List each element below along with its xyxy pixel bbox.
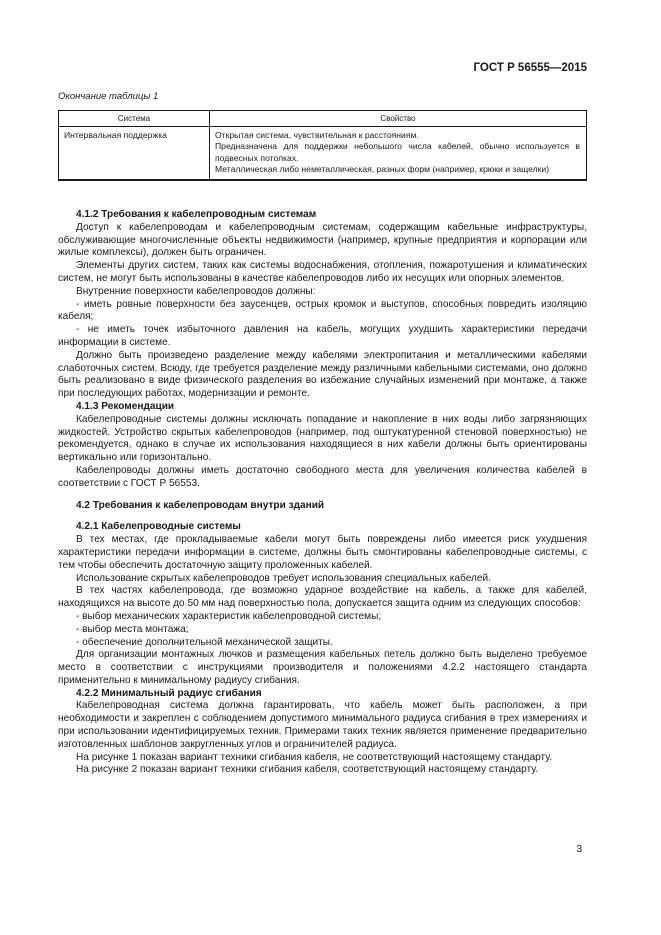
paragraph: В тех местах, где прокладываемые кабели могут быть повреждены либо имеется риск ухудшения характеристики передачи информации в системе, должны быть смонтированы кабелепроводные системы, с тем чтобы обеспечить достаточную защиту проложенных кабелей. — [58, 534, 587, 571]
paragraph: Кабелепроводные системы должны исключать попадание и накопление в них воды либо загрязняющих жидкостей. Устройство скрытых кабелепроводов (например, под оштукатуренной стеновой поверхностью) не рекомендуется, однако в случае их использования находящиеся в них кабели должны быть ориентированы вертикально или горизонтально. — [58, 413, 587, 464]
section-heading: 4.2.1 Кабелепроводные системы — [76, 521, 241, 533]
paragraph: Внутренние поверхности кабелепроводов должны: — [76, 285, 316, 297]
property-line: Открытая система, чувствительная к расстояниям. — [215, 130, 419, 140]
section-heading: 4.2 Требования к кабелепроводам внутри зданий — [76, 499, 325, 511]
paragraph: Использование скрытых кабелепроводов требует использования специальных кабелей. — [76, 572, 491, 584]
paragraph: Кабелепроводная система должна гарантировать, что кабель может быть расположен, а при необходимости и закреплен с соблюдением допустимого минимального радиуса сгибания в трех измерениях и при использовании идентифицируемых техник. Примерами таких техник является применение предварительно изготовленных шаблонов закругленных углов и ограничителей радиуса. — [58, 700, 587, 750]
paragraph: На рисунке 2 показан вариант техники сгибания кабеля, соответствующий настоящему стандарту. — [76, 764, 539, 776]
property-line: Металлическая либо неметаллическая, разных форм (например, крюки и защелки) — [215, 164, 550, 175]
property-line: Предназначена для поддержки небольшого числа кабелей, обычно используется в подвесных потолках. — [215, 141, 580, 163]
paragraph: Элементы других систем, таких как системы водоснабжения, отопления, пожаротушения и климатических систем, не могут быть использованы в качестве кабелепроводов либо их несущих или опорных элементов. — [58, 260, 587, 284]
list-item: - не иметь точек избыточного давления на кабель, могущих ухудшить характеристики передачи информации в системе. — [58, 324, 587, 348]
page-number: 3 — [576, 844, 582, 855]
section-heading: 4.1.2 Требования к кабелепроводным системам — [76, 209, 317, 220]
paragraph: Должно быть произведено разделение между кабелями электропитания и металлическими кабелями слаботочных систем. Всюду, где требуется разделение между различными кабельными системами, оно должно быть реализовано в виде физического разделения во избежание случайных изменений при монтаже, а также при последующих работах, модернизации и ремонте. — [58, 349, 587, 400]
paragraph: Кабелепроводы должны иметь достаточно свободного места для увеличения количества кабелей в соответствии с ГОСТ Р 56553. — [58, 464, 587, 489]
list-item: - иметь ровные поверхности без заусенцев, острых кромок и выступов, способных повредить изоляцию кабеля; — [58, 298, 587, 323]
cell-system: Интервальная поддержка — [59, 127, 210, 180]
section-heading: 4.2.2 Минимальный радиус сгибания — [76, 687, 262, 699]
paragraph: На рисунке 1 показан вариант техники сгибания кабеля, не соответствующий настоящему стандарту. — [76, 751, 553, 763]
section-heading: 4.1.3 Рекомендации — [76, 400, 175, 412]
properties-table — [58, 110, 587, 181]
table-header-row — [59, 111, 587, 127]
paragraph: В тех частях кабелепровода, где возможно ударное воздействие на кабель, а также для кабелей, находящихся на высоте до 50 мм над поверхностью пола, допускается защита одним из следующих способов: — [58, 585, 587, 610]
paragraph: Для организации монтажных лючков и размещения кабельных петель должно быть выделено требуемое место в соответствии с инструкциями производителя и положениями 4.2.2 настоящего стандарта применительно к минимальному радиусу сгибания. — [58, 649, 587, 686]
paragraph: Доступ к кабелепроводам и кабелепроводным системам, содержащим кабельные инфраструктуры, обслуживающие многочисленные объекты недвижимости (например, крупные предприятия и корпорации или жилые комплексы), должен быть ограничен. — [58, 221, 587, 259]
list-item: - обеспечение дополнительной механической защиты. — [76, 636, 333, 648]
list-item: - выбор механических характеристик кабелепроводной системы; — [76, 610, 382, 622]
body-text — [58, 209, 587, 777]
document-code: ГОСТ Р 56555—2015 — [473, 62, 587, 74]
cell-properties — [210, 127, 587, 180]
column-header-system: Система — [59, 111, 210, 127]
table-caption: Окончание таблицы 1 — [58, 91, 159, 102]
column-header-property: Свойство — [210, 111, 587, 127]
table-row — [59, 127, 587, 180]
list-item: - выбор места монтажа; — [76, 623, 189, 635]
